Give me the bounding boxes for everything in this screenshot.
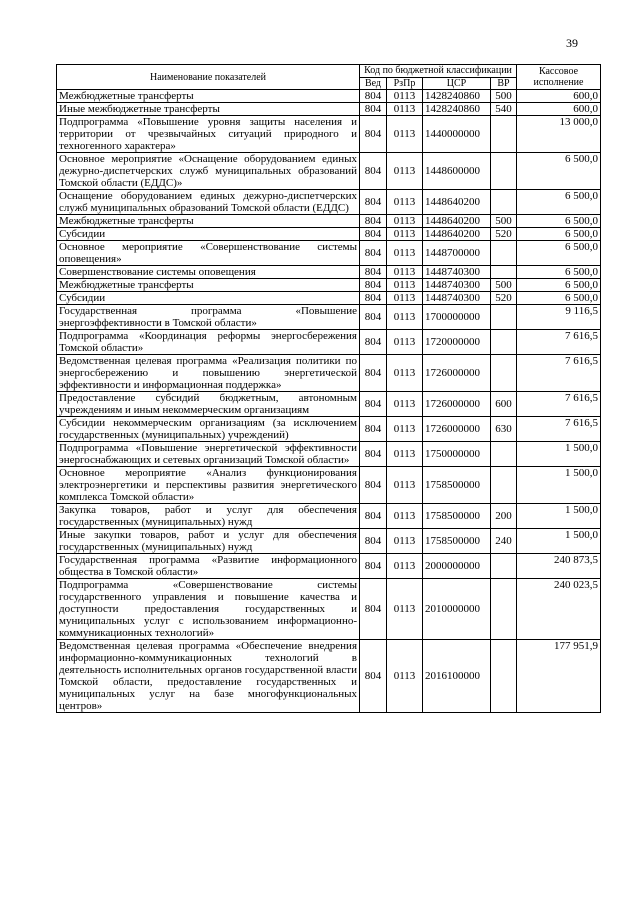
row-rzpr: 0113	[387, 504, 423, 529]
row-name: Иные закупки товаров, работ и услуг для обеспечения государственных (муниципальных) нужд	[57, 529, 360, 554]
row-csr: 1726000000	[423, 355, 491, 392]
row-ved: 804	[360, 279, 387, 292]
row-amount: 1 500,0	[517, 529, 601, 554]
row-amount: 7 616,5	[517, 392, 601, 417]
row-ved: 804	[360, 442, 387, 467]
row-name: Подпрограмма «Повышение энергетической эффективности энергоснабжающих и сетевых организаций Томской области»	[57, 442, 360, 467]
row-csr: 1758500000	[423, 504, 491, 529]
header-csr: ЦСР	[423, 77, 491, 90]
table-row	[57, 392, 601, 417]
row-csr: 2016100000	[423, 640, 491, 713]
row-name: Подпрограмма «Совершенствование системы государственного управления и повышение качества и доступности предоставления государственных и муниципальных услуг с использованием информационно-коммуникационных технологий»	[57, 579, 360, 640]
table-row	[57, 116, 601, 153]
row-ved: 804	[360, 228, 387, 241]
row-csr: 1758500000	[423, 467, 491, 504]
table-row	[57, 103, 601, 116]
row-vr: 630	[491, 417, 517, 442]
row-amount: 1 500,0	[517, 467, 601, 504]
row-name: Основное мероприятие «Оснащение оборудованием единых дежурно-диспетчерских служб муниципальных образований Томской области (ЕДДС)»	[57, 153, 360, 190]
row-name: Основное мероприятие «Совершенствование системы оповещения»	[57, 241, 360, 266]
row-vr	[491, 467, 517, 504]
row-ved: 804	[360, 467, 387, 504]
row-rzpr: 0113	[387, 279, 423, 292]
row-rzpr: 0113	[387, 190, 423, 215]
row-csr: 1448640200	[423, 215, 491, 228]
row-csr: 1750000000	[423, 442, 491, 467]
table-row	[57, 266, 601, 279]
row-rzpr: 0113	[387, 116, 423, 153]
table-row	[57, 442, 601, 467]
row-vr	[491, 355, 517, 392]
row-name: Государственная программа «Развитие информационного общества в Томской области»	[57, 554, 360, 579]
row-amount: 6 500,0	[517, 190, 601, 215]
header-rzpr: РзПр	[387, 77, 423, 90]
row-amount: 6 500,0	[517, 153, 601, 190]
row-rzpr: 0113	[387, 103, 423, 116]
row-vr: 500	[491, 90, 517, 103]
row-ved: 804	[360, 305, 387, 330]
row-vr	[491, 241, 517, 266]
row-name: Государственная программа «Повышение энергоэффективности в Томской области»	[57, 305, 360, 330]
row-csr: 1700000000	[423, 305, 491, 330]
row-vr	[491, 266, 517, 279]
row-name: Ведомственная целевая программа «Обеспечение внедрения информационно-коммуникационных технологий в деятельность исполнительных органов государственной власти Томской области, предоставление государственных и муниципальных услуг на базе многофункциональных центров»	[57, 640, 360, 713]
row-rzpr: 0113	[387, 330, 423, 355]
row-csr: 1448700000	[423, 241, 491, 266]
row-rzpr: 0113	[387, 241, 423, 266]
row-vr: 520	[491, 292, 517, 305]
row-vr	[491, 190, 517, 215]
row-ved: 804	[360, 103, 387, 116]
row-ved: 804	[360, 190, 387, 215]
budget-table	[56, 64, 601, 713]
row-rzpr: 0113	[387, 554, 423, 579]
row-vr: 240	[491, 529, 517, 554]
table-row	[57, 153, 601, 190]
header-ved: Вед	[360, 77, 387, 90]
row-name: Ведомственная целевая программа «Реализация политики по энергосбережению и повышению энергетической эффективности и информационная поддержка»	[57, 355, 360, 392]
table-row	[57, 241, 601, 266]
row-vr	[491, 116, 517, 153]
row-ved: 804	[360, 355, 387, 392]
row-name: Субсидии	[57, 228, 360, 241]
row-name: Основное мероприятие «Анализ функционирования электроэнергетики и перспективы развития энергетического комплекса Томской области»	[57, 467, 360, 504]
row-rzpr: 0113	[387, 417, 423, 442]
table-row	[57, 228, 601, 241]
row-vr: 500	[491, 279, 517, 292]
table-row	[57, 292, 601, 305]
row-amount: 240 023,5	[517, 579, 601, 640]
row-ved: 804	[360, 116, 387, 153]
row-vr	[491, 640, 517, 713]
row-ved: 804	[360, 417, 387, 442]
row-amount: 6 500,0	[517, 292, 601, 305]
row-amount: 6 500,0	[517, 279, 601, 292]
row-amount: 6 500,0	[517, 266, 601, 279]
header-amount: Кассовое исполнение	[517, 65, 601, 90]
row-name: Закупка товаров, работ и услуг для обеспечения государственных (муниципальных) нужд	[57, 504, 360, 529]
header-row-top	[57, 65, 601, 78]
row-rzpr: 0113	[387, 228, 423, 241]
row-ved: 804	[360, 292, 387, 305]
row-rzpr: 0113	[387, 579, 423, 640]
row-rzpr: 0113	[387, 153, 423, 190]
row-vr	[491, 330, 517, 355]
row-vr: 200	[491, 504, 517, 529]
row-amount: 177 951,9	[517, 640, 601, 713]
header-code-group: Код по бюджетной классификации	[360, 65, 517, 78]
row-name: Совершенствование системы оповещения	[57, 266, 360, 279]
table-row	[57, 529, 601, 554]
row-rzpr: 0113	[387, 442, 423, 467]
row-csr: 1448640200	[423, 228, 491, 241]
row-name: Подпрограмма «Координация реформы энергосбережения Томской области»	[57, 330, 360, 355]
table-row	[57, 467, 601, 504]
table-row	[57, 190, 601, 215]
row-amount: 6 500,0	[517, 241, 601, 266]
row-vr	[491, 579, 517, 640]
row-ved: 804	[360, 579, 387, 640]
page-number: 39	[566, 36, 578, 50]
row-amount: 600,0	[517, 90, 601, 103]
row-amount: 1 500,0	[517, 504, 601, 529]
row-name: Предоставление субсидий бюджетным, автономным учреждениям и иным некоммерческим организациям	[57, 392, 360, 417]
row-rzpr: 0113	[387, 266, 423, 279]
row-name: Оснащение оборудованием единых дежурно-диспетчерских служб муниципальных образований Томской области (ЕДДС)	[57, 190, 360, 215]
table-row	[57, 355, 601, 392]
row-ved: 804	[360, 215, 387, 228]
row-csr: 1428240860	[423, 103, 491, 116]
table-row	[57, 504, 601, 529]
row-csr: 1448740300	[423, 292, 491, 305]
row-ved: 804	[360, 241, 387, 266]
row-amount: 1 500,0	[517, 442, 601, 467]
row-vr: 500	[491, 215, 517, 228]
table-row	[57, 554, 601, 579]
row-amount: 7 616,5	[517, 330, 601, 355]
table-row	[57, 417, 601, 442]
row-rzpr: 0113	[387, 467, 423, 504]
row-rzpr: 0113	[387, 215, 423, 228]
row-amount: 7 616,5	[517, 355, 601, 392]
row-csr: 1726000000	[423, 417, 491, 442]
row-amount: 240 873,5	[517, 554, 601, 579]
row-amount: 7 616,5	[517, 417, 601, 442]
row-name: Межбюджетные трансферты	[57, 215, 360, 228]
table-row	[57, 90, 601, 103]
row-vr	[491, 153, 517, 190]
row-csr: 2010000000	[423, 579, 491, 640]
table-row	[57, 279, 601, 292]
row-rzpr: 0113	[387, 529, 423, 554]
row-rzpr: 0113	[387, 305, 423, 330]
row-csr: 1448600000	[423, 153, 491, 190]
row-csr: 1448740300	[423, 279, 491, 292]
row-name: Субсидии	[57, 292, 360, 305]
row-csr: 1448740300	[423, 266, 491, 279]
row-ved: 804	[360, 554, 387, 579]
row-name: Субсидии некоммерческим организациям (за исключением государственных (муниципальных) учреждений)	[57, 417, 360, 442]
table-row	[57, 640, 601, 713]
row-rzpr: 0113	[387, 392, 423, 417]
table-row	[57, 305, 601, 330]
row-name: Межбюджетные трансферты	[57, 90, 360, 103]
table-row	[57, 579, 601, 640]
row-csr: 1440000000	[423, 116, 491, 153]
row-rzpr: 0113	[387, 292, 423, 305]
row-vr: 520	[491, 228, 517, 241]
row-csr: 1758500000	[423, 529, 491, 554]
row-vr: 600	[491, 392, 517, 417]
row-csr: 1428240860	[423, 90, 491, 103]
row-ved: 804	[360, 90, 387, 103]
row-vr	[491, 442, 517, 467]
row-ved: 804	[360, 153, 387, 190]
table-body	[57, 90, 601, 713]
row-ved: 804	[360, 640, 387, 713]
row-name: Иные межбюджетные трансферты	[57, 103, 360, 116]
row-ved: 804	[360, 529, 387, 554]
row-ved: 804	[360, 266, 387, 279]
row-rzpr: 0113	[387, 355, 423, 392]
header-vr: ВР	[491, 77, 517, 90]
row-vr	[491, 554, 517, 579]
row-amount: 600,0	[517, 103, 601, 116]
row-amount: 9 116,5	[517, 305, 601, 330]
row-amount: 13 000,0	[517, 116, 601, 153]
table-row	[57, 330, 601, 355]
row-rzpr: 0113	[387, 90, 423, 103]
row-amount: 6 500,0	[517, 228, 601, 241]
header-name: Наименование показателей	[57, 65, 360, 90]
row-amount: 6 500,0	[517, 215, 601, 228]
row-rzpr: 0113	[387, 640, 423, 713]
row-csr: 1726000000	[423, 392, 491, 417]
table-row	[57, 215, 601, 228]
row-csr: 2000000000	[423, 554, 491, 579]
row-ved: 804	[360, 392, 387, 417]
row-ved: 804	[360, 504, 387, 529]
row-csr: 1448640200	[423, 190, 491, 215]
row-csr: 1720000000	[423, 330, 491, 355]
row-vr	[491, 305, 517, 330]
row-vr: 540	[491, 103, 517, 116]
row-name: Подпрограмма «Повышение уровня защиты населения и территории от чрезвычайных ситуаций природного и техногенного характера»	[57, 116, 360, 153]
row-ved: 804	[360, 330, 387, 355]
row-name: Межбюджетные трансферты	[57, 279, 360, 292]
